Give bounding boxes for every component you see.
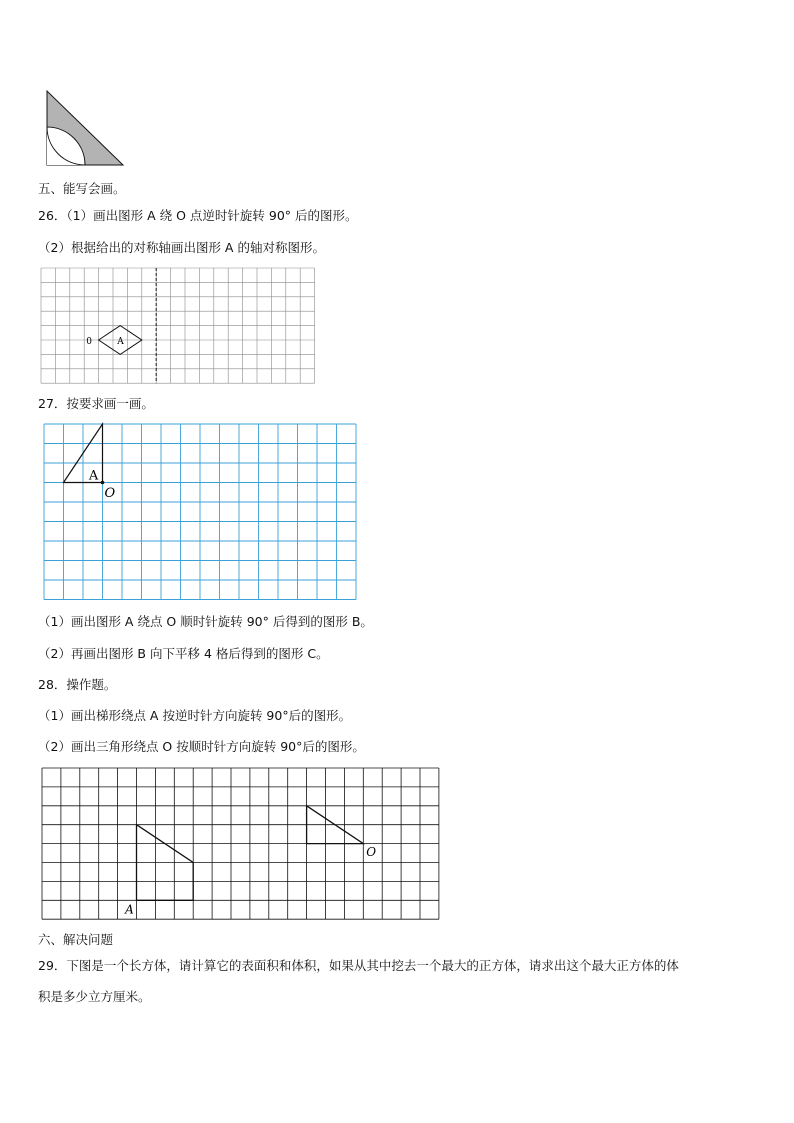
shape-a-label: A xyxy=(117,337,124,347)
q29-line2: 积是多少立方厘米。 xyxy=(38,989,151,1004)
point-a-label: A xyxy=(125,902,134,917)
point-o xyxy=(101,481,105,485)
q28-grid xyxy=(42,768,438,920)
section-5-heading: 五、能写会画。 xyxy=(38,181,126,196)
section-6-heading: 六、解决问题 xyxy=(38,932,114,947)
point-o-label: O xyxy=(366,844,377,859)
q28-title: 28．操作题。 xyxy=(38,677,117,692)
q27-grid xyxy=(44,424,358,600)
q26-line2: （2）根据给出的对称轴画出图形 A 的轴对称图形。 xyxy=(38,240,325,255)
triangle-arc-figure xyxy=(46,90,126,166)
q28-sub2: （2）画出三角形绕点 O 按顺时针方向旋转 90°后的图形。 xyxy=(38,739,365,754)
q28-sub1: （1）画出梯形绕点 A 按逆时针方向旋转 90°后的图形。 xyxy=(38,708,352,723)
q26-line1: 26．（1）画出图形 A 绕 O 点逆时针旋转 90° 后的图形。 xyxy=(38,208,358,223)
q29-line1: 29．下图是一个长方体，请计算它的表面积和体积，如果从其中挖去一个最大的正方体，请求出这个最大正方体的体 xyxy=(38,958,679,973)
q26-grid xyxy=(41,268,313,384)
q27-title: 27．按要求画一画。 xyxy=(38,396,154,411)
q27-sub2: （2）再画出图形 B 向下平移 4 格后得到的图形 C。 xyxy=(38,646,329,661)
q27-sub1: （1）画出图形 A 绕点 O 顺时针旋转 90° 后得到的图形 B。 xyxy=(38,614,373,629)
point-o-label: O xyxy=(104,486,116,502)
triangle-a-label: A xyxy=(88,468,99,484)
point-o-label: 0 xyxy=(86,337,92,347)
